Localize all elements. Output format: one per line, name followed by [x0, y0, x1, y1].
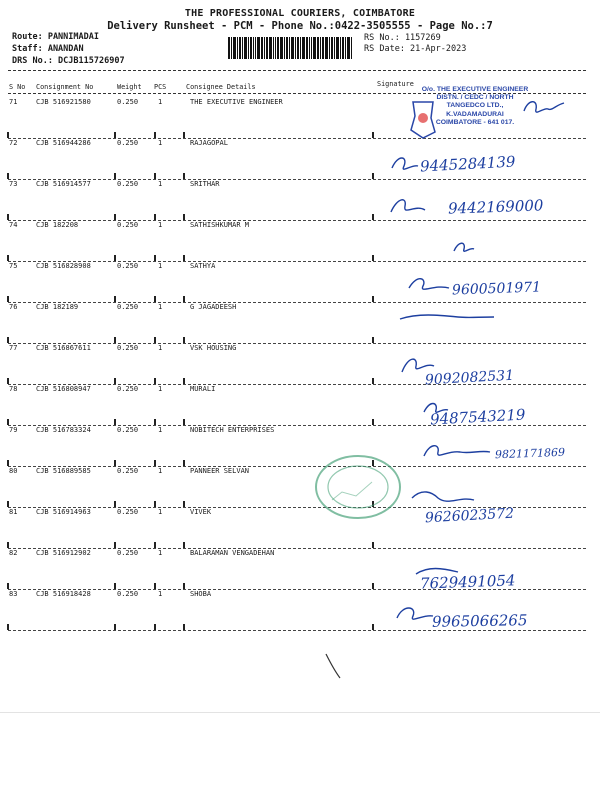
handwritten-phone: 9600501971 [451, 279, 542, 299]
column-tick [154, 132, 156, 138]
column-tick [114, 419, 116, 425]
column-tick [372, 378, 374, 384]
row-weight: 0.250 [117, 385, 139, 393]
column-tick [7, 460, 9, 466]
row-sno: 73 [9, 180, 18, 188]
column-tick [114, 460, 116, 466]
column-tick [183, 501, 185, 507]
signature-scribble [420, 438, 520, 466]
rs-date: RS Date: 21-Apr-2023 [364, 44, 467, 54]
column-tick [7, 624, 9, 630]
stamp-line: COIMBATORE - 641 017. [435, 118, 515, 126]
col-sno: S No [9, 83, 26, 91]
column-tick [114, 624, 116, 630]
handwritten-phone: 9626023572 [424, 505, 515, 527]
row-pcs: 1 [158, 221, 163, 229]
column-tick [183, 378, 185, 384]
column-tick [154, 419, 156, 425]
column-tick [183, 173, 185, 179]
row-consignee: BALARAMAN VENGADEHAN [190, 549, 275, 557]
column-tick [372, 419, 374, 425]
row-sno: 79 [9, 426, 18, 434]
column-tick [114, 255, 116, 261]
handwritten-phone: 9487543219 [429, 405, 526, 429]
row-consignee: SRITHAR [190, 180, 220, 188]
row-consignee: RAJAGOPAL [190, 139, 228, 147]
col-signature: Signature [377, 80, 414, 88]
handwritten-phone: 9821171869 [494, 445, 566, 462]
row-consignment-no: CJB 516912902 [36, 549, 91, 557]
column-tick [114, 337, 116, 343]
signature-scribble [412, 560, 512, 588]
row-consignment-no: CJB 516828908 [36, 262, 91, 270]
column-tick [154, 173, 156, 179]
row-sno: 74 [9, 221, 18, 229]
row-weight: 0.250 [117, 549, 139, 557]
column-tick [154, 337, 156, 343]
row-consignment-no: CJB 516889585 [36, 467, 91, 475]
header-divider [8, 70, 586, 71]
row-consignment-no: CJB 516867611 [36, 344, 91, 352]
stamp-line: O/o. THE EXECUTIVE ENGINEER [421, 86, 529, 93]
column-tick [183, 337, 185, 343]
row-consignment-no: CJB 516921580 [36, 98, 91, 106]
col-weight: Weight [117, 83, 142, 91]
column-tick [7, 255, 9, 261]
column-tick [183, 583, 185, 589]
row-pcs: 1 [158, 98, 163, 106]
signature-71 [520, 95, 570, 121]
row-consignee: G JAGADEESH [190, 303, 237, 311]
handwritten-phone: 9445284139 [419, 152, 516, 176]
row-sno: 71 [9, 98, 18, 106]
row-consignee: MURALI [190, 385, 216, 393]
column-tick [7, 583, 9, 589]
column-tick [114, 583, 116, 589]
stamp-emblem-icon [405, 98, 441, 140]
row-pcs: 1 [158, 467, 163, 475]
column-tick [154, 624, 156, 630]
signature-scribble [398, 352, 498, 380]
signature-scribble [393, 600, 493, 628]
column-tick [7, 542, 9, 548]
row-consignee: NOBITECH ENTERPRISES [190, 426, 275, 434]
row-weight: 0.250 [117, 467, 139, 475]
column-tick [183, 296, 185, 302]
column-tick [183, 624, 185, 630]
signature-scribble [405, 270, 505, 298]
row-weight: 0.250 [117, 508, 139, 516]
row-sno: 77 [9, 344, 18, 352]
row-consignment-no: CJB 516918428 [36, 590, 91, 598]
row-consignee: VIVEK [190, 508, 212, 516]
row-pcs: 1 [158, 262, 163, 270]
row-divider [8, 630, 586, 631]
row-consignee: SATHISHKUMAR M [190, 221, 250, 229]
rs-number: RS No.: 1157269 [364, 33, 441, 43]
row-weight: 0.250 [117, 139, 139, 147]
column-tick [154, 296, 156, 302]
row-weight: 0.250 [117, 180, 139, 188]
row-pcs: 1 [158, 426, 163, 434]
column-tick [154, 501, 156, 507]
column-tick [372, 542, 374, 548]
row-pcs: 1 [158, 303, 163, 311]
page-fold-line [0, 712, 600, 713]
row-consignee: VSK HOUSING [190, 344, 237, 352]
signature-scribble [450, 237, 550, 265]
column-tick [183, 255, 185, 261]
row-consignment-no: CJB 516914577 [36, 180, 91, 188]
signature-scribble [398, 305, 498, 333]
row-consignment-no: CJB 182208 [36, 221, 79, 229]
column-tick [114, 296, 116, 302]
row-sno: 78 [9, 385, 18, 393]
column-tick [7, 214, 9, 220]
row-sno: 82 [9, 549, 18, 557]
column-tick [372, 624, 374, 630]
column-tick [114, 173, 116, 179]
row-pcs: 1 [158, 590, 163, 598]
row-consignee: SATHYA [190, 262, 216, 270]
column-tick [183, 419, 185, 425]
row-weight: 0.250 [117, 590, 139, 598]
row-pcs: 1 [158, 180, 163, 188]
row-pcs: 1 [158, 508, 163, 516]
column-tick [183, 460, 185, 466]
pen-mark [322, 652, 344, 680]
column-tick [7, 419, 9, 425]
column-tick [7, 378, 9, 384]
handwritten-phone: 9442169000 [447, 196, 544, 218]
row-consignment-no: CJB 516944286 [36, 139, 91, 147]
column-tick [7, 132, 9, 138]
row-sno: 80 [9, 467, 18, 475]
table-row [0, 303, 600, 344]
column-tick [183, 132, 185, 138]
row-weight: 0.250 [117, 221, 139, 229]
handwritten-phone: 9965066265 [431, 611, 528, 631]
col-consignment: Consignment No [36, 83, 94, 91]
column-tick [154, 255, 156, 261]
handwritten-phone: 7629491054 [419, 571, 516, 593]
signature-scribble [420, 396, 520, 424]
column-tick [154, 583, 156, 589]
column-tick [183, 542, 185, 548]
row-pcs: 1 [158, 344, 163, 352]
handwritten-phone: 9092082531 [424, 367, 515, 389]
barcode [228, 37, 352, 59]
row-weight: 0.250 [117, 262, 139, 270]
row-sno: 76 [9, 303, 18, 311]
staff-label: Staff: ANANDAN [12, 44, 84, 54]
table-row [0, 467, 600, 508]
column-tick [372, 173, 374, 179]
drs-number: DRS No.: DCJB115726907 [12, 56, 125, 66]
column-tick [154, 460, 156, 466]
row-sno: 75 [9, 262, 18, 270]
route-label: Route: PANNIMADAI [12, 32, 99, 42]
row-consignee: THE EXECUTIVE ENGINEER [190, 98, 283, 106]
column-tick [114, 214, 116, 220]
row-weight: 0.250 [117, 303, 139, 311]
column-tick [114, 132, 116, 138]
runsheet-subtitle: Delivery Runsheet - PCM - Phone No.:0422-3505555 - Page No.:7 [107, 20, 493, 32]
column-tick [114, 501, 116, 507]
row-sno: 72 [9, 139, 18, 147]
column-tick [372, 255, 374, 261]
column-tick [372, 337, 374, 343]
column-tick [154, 542, 156, 548]
signature-scribble [385, 192, 485, 220]
row-consignment-no: CJB 516914963 [36, 508, 91, 516]
row-pcs: 1 [158, 549, 163, 557]
stamp-line: DISTN. / CEDC / NORTH [436, 94, 514, 102]
row-consignment-no: CJB 516783324 [36, 426, 91, 434]
stamp-line: TANGEDCO LTD., [446, 102, 504, 110]
company-title: THE PROFESSIONAL COURIERS, COIMBATORE [184, 8, 416, 19]
stamp-line: K.VADAMADURAI [446, 110, 504, 118]
round-stamp [312, 452, 404, 522]
column-tick [154, 378, 156, 384]
row-sno: 83 [9, 590, 18, 598]
column-tick [372, 132, 374, 138]
column-tick [7, 501, 9, 507]
signature-scribble [388, 150, 488, 178]
column-tick [114, 542, 116, 548]
row-consignment-no: CJB 182189 [36, 303, 79, 311]
column-tick [114, 378, 116, 384]
signature-scribble [408, 486, 508, 514]
row-weight: 0.250 [117, 344, 139, 352]
column-tick [7, 173, 9, 179]
column-tick [154, 214, 156, 220]
column-tick [372, 214, 374, 220]
column-tick [183, 214, 185, 220]
column-tick [7, 337, 9, 343]
row-pcs: 1 [158, 385, 163, 393]
row-sno: 81 [9, 508, 18, 516]
column-tick [372, 583, 374, 589]
col-pcs: PCS [154, 83, 167, 91]
row-weight: 0.250 [117, 98, 139, 106]
row-pcs: 1 [158, 139, 163, 147]
row-consignment-no: CJB 516808947 [36, 385, 91, 393]
row-weight: 0.250 [117, 426, 139, 434]
col-consignee: Consignee Details [186, 83, 256, 91]
row-consignee: PANNEER SELVAN [190, 467, 250, 475]
row-consignee: SHOBA [190, 590, 212, 598]
column-tick [372, 296, 374, 302]
column-tick [7, 296, 9, 302]
